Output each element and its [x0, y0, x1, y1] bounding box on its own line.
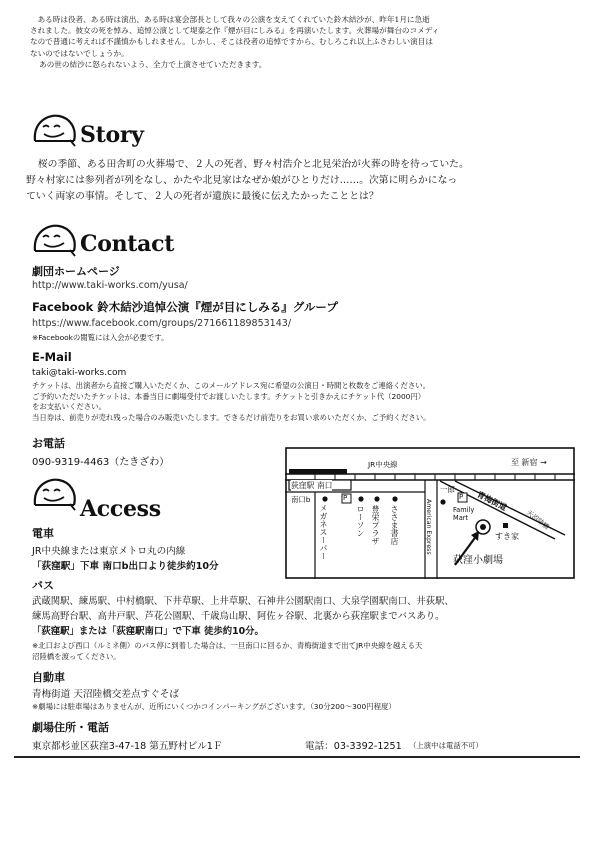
email-note-line: をお支払いください。	[32, 402, 106, 411]
story-text	[26, 157, 572, 205]
story-line: 桜の季節、ある田舎町の火葬場で、２人の死者、野々村浩介と北見栄治が火葬の時を待っていた。	[37, 159, 469, 170]
map-oume-label: 青梅街道	[475, 489, 509, 513]
venue-phone: 電話：03-3392-1251	[305, 741, 402, 752]
contact-heading: Contact	[80, 231, 175, 257]
bus-notes	[32, 641, 587, 662]
map-amanuma-label: 天沼陸橋	[524, 508, 551, 532]
map-shinjuku-label: 至 新宿 →	[511, 458, 547, 467]
map-theater-label: 荻窪小劇場	[453, 555, 503, 566]
access-heading: Access	[80, 496, 161, 522]
intro-line: ある時は役者、ある時は演出、ある時は宴会部長として我々の公演を支えてくれていた鈴木結沙が、昨年1月に急逝	[30, 15, 430, 24]
map-sasama-label: ささま書店	[390, 505, 399, 545]
bus-line: 「荻窪駅」または「荻窪駅南口」で下車 徒歩約10分。	[32, 626, 264, 637]
email-note-line: ご予約いただいたチケットは、本番当日に劇場受付でお渡しいたします。チケットと引きかえにチケット代（2000円）	[32, 391, 426, 401]
email-note-line: チケットは、出演者から直接ご購入いただくか、このメールアドレス宛に希望の公演日・時間と枚数をご連絡ください。	[32, 381, 431, 390]
facebook-note: ※Facebookの閲覧には入会が必要です。	[32, 333, 169, 342]
phone-heading: お電話	[32, 437, 65, 450]
mascot-face-icon	[32, 476, 78, 514]
map-sukiya-label: すき家	[495, 532, 519, 541]
facebook-heading: Facebook 鈴木結沙追悼公演『煙が目にしみる』グループ	[32, 300, 338, 314]
map-jr-label: JR中央線	[368, 460, 398, 469]
intro-text	[30, 14, 570, 70]
intro-line: あの世の結沙に怒られないよう、全力で上演させていただきます。	[39, 59, 267, 69]
hp-heading: 劇団ホームページ	[32, 265, 120, 278]
car-heading: 自動車	[32, 671, 65, 684]
map-amex-label: American Express	[425, 499, 432, 555]
phone-number: 090-9319-4463（たきざわ）	[32, 457, 170, 468]
venue-phone-note: （上演中は電話不可）	[409, 741, 483, 750]
email-notes	[32, 381, 582, 423]
map-plaza-label: 豊栄プラザ	[371, 505, 380, 545]
map-exit-label: 南口b	[291, 495, 311, 504]
story-line: 野々村家には参列者が列をなし、かたや北見家はなぜか娘がひとりだけ……。次第に明らかになっ	[26, 175, 458, 186]
map-parking-icon: P	[459, 493, 464, 501]
car-line: 青梅街道 天沼陸橋交差点すぐそば	[32, 689, 179, 700]
venue-address: 東京都杉並区荻窪3-47-18 第五野村ビル1Ｆ	[32, 741, 223, 752]
map-lawson-label: ローソン	[356, 505, 365, 537]
train-line-2: 「荻窪駅」下車 南口b出口より徒歩約10分	[32, 561, 219, 572]
email-heading: E-Mail	[32, 350, 72, 364]
story-line: ていく両家の事情。そして、２人の死者が遺族に最後に伝えたかったこととは？	[26, 191, 379, 202]
access-map	[285, 447, 575, 579]
bus-heading: バス	[32, 579, 54, 592]
bus-text	[32, 594, 587, 639]
mascot-face-icon	[32, 112, 78, 150]
map-station-label: 荻窪駅 南口	[291, 481, 333, 490]
email-link[interactable]: taki@taki-works.com	[32, 368, 127, 378]
facebook-link[interactable]: https://www.facebook.com/groups/271661189853143/	[32, 318, 292, 329]
bus-note-line: 沼陸橋を渡ってください。	[32, 651, 121, 661]
car-note: ※劇場には駐車場はありませんが、近所にいくつかコインパーキングがございます。（30分200〜300円程度）	[32, 702, 396, 711]
bottom-divider	[14, 756, 580, 758]
map-megane-label: メガネスーパー	[319, 504, 328, 560]
intro-line: なので普通に考えれば不謹慎かもしれません。しかし、そこは役者の追悼ですから、むしろこれ以上ふさわしい演目は	[30, 37, 433, 47]
map-parking-icon: P	[343, 494, 348, 502]
train-line-1: JR中央線または東京メトロ丸の内線	[32, 546, 186, 557]
email-note-line: 当日券は、前売りが売れ残った場合のみ販売いたします。できるだけ前売りをお買い求めいただくか、ご予約ください。	[32, 412, 431, 422]
map-familymart-label: Family Mart	[453, 506, 475, 522]
venue-heading: 劇場住所・電話	[32, 721, 109, 734]
mascot-face-icon	[32, 222, 78, 260]
story-heading: Story	[80, 122, 144, 148]
map-ichiro-label: 一郎	[440, 485, 455, 494]
intro-line: ないのではないでしょうか。	[30, 48, 129, 58]
hp-link[interactable]: http://www.taki-works.com/yusa/	[32, 280, 188, 291]
bus-line: 練馬高野台駅、高井戸駅、芦花公園駅、千歳烏山駅、阿佐ヶ谷駅、北裏から荻窪駅までバスあり。	[32, 611, 445, 622]
bus-line: 武蔵関駅、練馬駅、中村橋駅、下井草駅、上井草駅、石神井公園駅南口、大泉学園駅南口、井荻駅、	[32, 596, 454, 607]
intro-line: されました。彼女の死を悼み、追悼公演として堤泰之作『煙が目にしみる』を再演いたします。火葬場が舞台のコメディ	[30, 26, 440, 36]
bus-note-line: ※北口および西口（ルミネ側）のバス停に到着した場合は、一旦南口に回るか、青梅街道まで出てJR中央線を越える天	[32, 641, 423, 650]
train-heading: 電車	[32, 527, 54, 540]
